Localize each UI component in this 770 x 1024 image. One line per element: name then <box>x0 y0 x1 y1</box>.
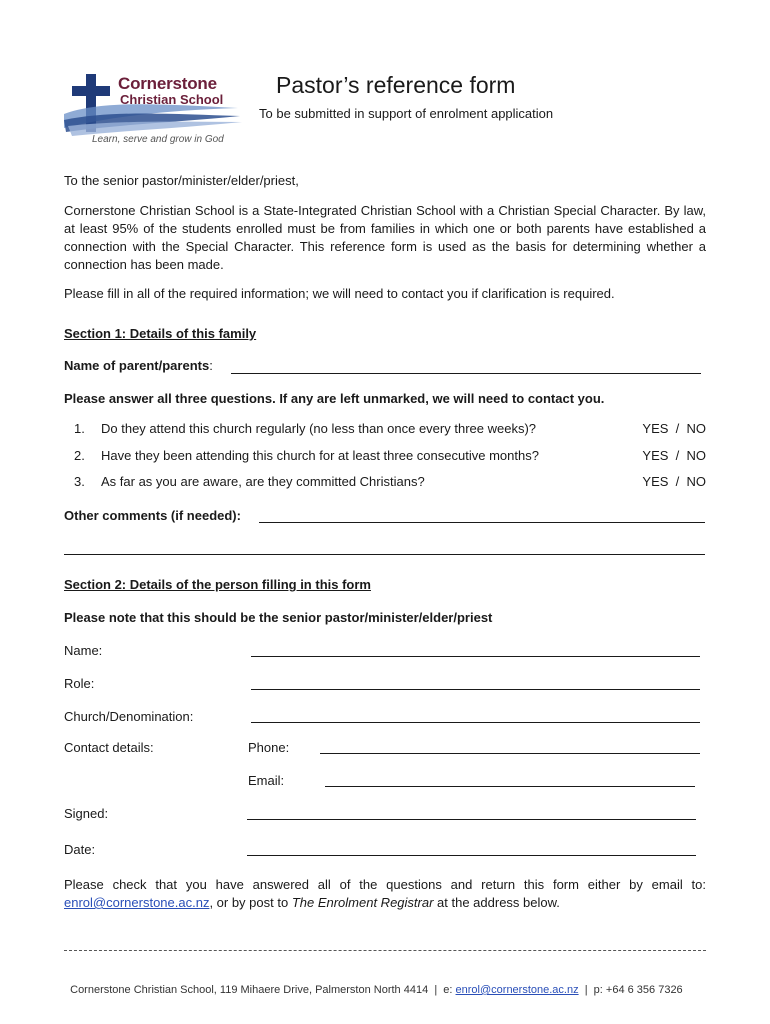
logo-name-line2: Christian School <box>120 92 224 107</box>
signature-field[interactable] <box>247 819 696 820</box>
role-field[interactable] <box>251 689 700 690</box>
yes-no-option[interactable]: YES / NO <box>642 474 706 489</box>
closing-text-after: at the address below. <box>433 895 560 910</box>
phone-label: Phone: <box>248 740 290 755</box>
church-label: Church/Denomination: <box>64 709 194 724</box>
section1-heading: Section 1: Details of this family <box>64 326 257 341</box>
section2-heading: Section 2: Details of the person filling in this form <box>64 577 371 592</box>
parent-name-field[interactable] <box>231 373 701 374</box>
footer-phone: | p: +64 6 356 7326 <box>578 984 683 996</box>
closing-paragraph <box>64 876 706 912</box>
church-field[interactable] <box>251 722 700 723</box>
footer <box>64 972 706 996</box>
question-number: 1. <box>74 421 85 436</box>
question-text: As far as you are aware, are they committed Christians? <box>101 474 425 489</box>
signed-label: Signed: <box>64 806 109 821</box>
salutation: To the senior pastor/minister/elder/priest, <box>64 173 299 188</box>
parent-name-label <box>64 357 213 375</box>
school-logo <box>62 70 252 150</box>
page-subtitle: To be submitted in support of enrolment application <box>259 106 554 121</box>
logo-name-line1: Cornerstone <box>118 74 217 93</box>
closing-registrar: The Enrolment Registrar <box>291 895 434 910</box>
phone-field[interactable] <box>320 753 700 754</box>
other-comments-field[interactable] <box>259 522 705 523</box>
question-number: 2. <box>74 448 85 463</box>
closing-text-middle: , or by post to <box>209 895 292 910</box>
parent-name-label-text: Name of parent/parents <box>64 358 210 373</box>
date-field[interactable] <box>247 855 696 856</box>
email-label: Email: <box>248 773 285 788</box>
instructions-paragraph: Please fill in all of the required information; we will need to contact you if clarification is required. <box>64 286 615 301</box>
other-comments-label: Other comments (if needed): <box>64 508 241 523</box>
yes-no-option[interactable]: YES / NO <box>642 421 706 436</box>
closing-email-link[interactable]: enrol@cornerstone.ac.nz <box>64 895 210 910</box>
logo-tagline: Learn, serve and grow in God <box>92 134 224 145</box>
intro-paragraph: Cornerstone Christian School is a State-Integrated Christian School with a Christian Special Character. By law, at least 95% of the students enrolled must be from families in which one or both parents have established a connection with the Special Character. This reference form is used as the basis for determining whether a connection has been made. <box>64 203 706 272</box>
name-field[interactable] <box>251 656 700 657</box>
section2-note: Please note that this should be the senior pastor/minister/elder/priest <box>64 610 493 625</box>
other-comments-field-line2[interactable] <box>64 554 705 555</box>
questions-instruction: Please answer all three questions. If any are left unmarked, we will need to contact you. <box>64 391 605 406</box>
yes-no-option[interactable]: YES / NO <box>642 448 706 463</box>
parent-name-colon: : <box>209 358 213 373</box>
contact-details-label: Contact details: <box>64 740 154 755</box>
question-number: 3. <box>74 474 85 489</box>
name-label: Name: <box>64 643 103 658</box>
footer-email-link[interactable]: enrol@cornerstone.ac.nz <box>455 984 579 996</box>
email-field[interactable] <box>325 786 695 787</box>
footer-divider <box>64 950 706 951</box>
question-text: Do they attend this church regularly (no less than once every three weeks)? <box>101 421 537 436</box>
date-label: Date: <box>64 842 96 857</box>
role-label: Role: <box>64 676 95 691</box>
closing-text-before: Please check that you have answered all of the questions and return this form either by email to: <box>64 877 706 892</box>
footer-address: Cornerstone Christian School, 119 Mihaere Drive, Palmerston North 4414 | e: <box>70 984 456 996</box>
page-title: Pastor’s reference form <box>276 72 516 98</box>
question-text: Have they been attending this church for at least three consecutive months? <box>101 448 539 463</box>
